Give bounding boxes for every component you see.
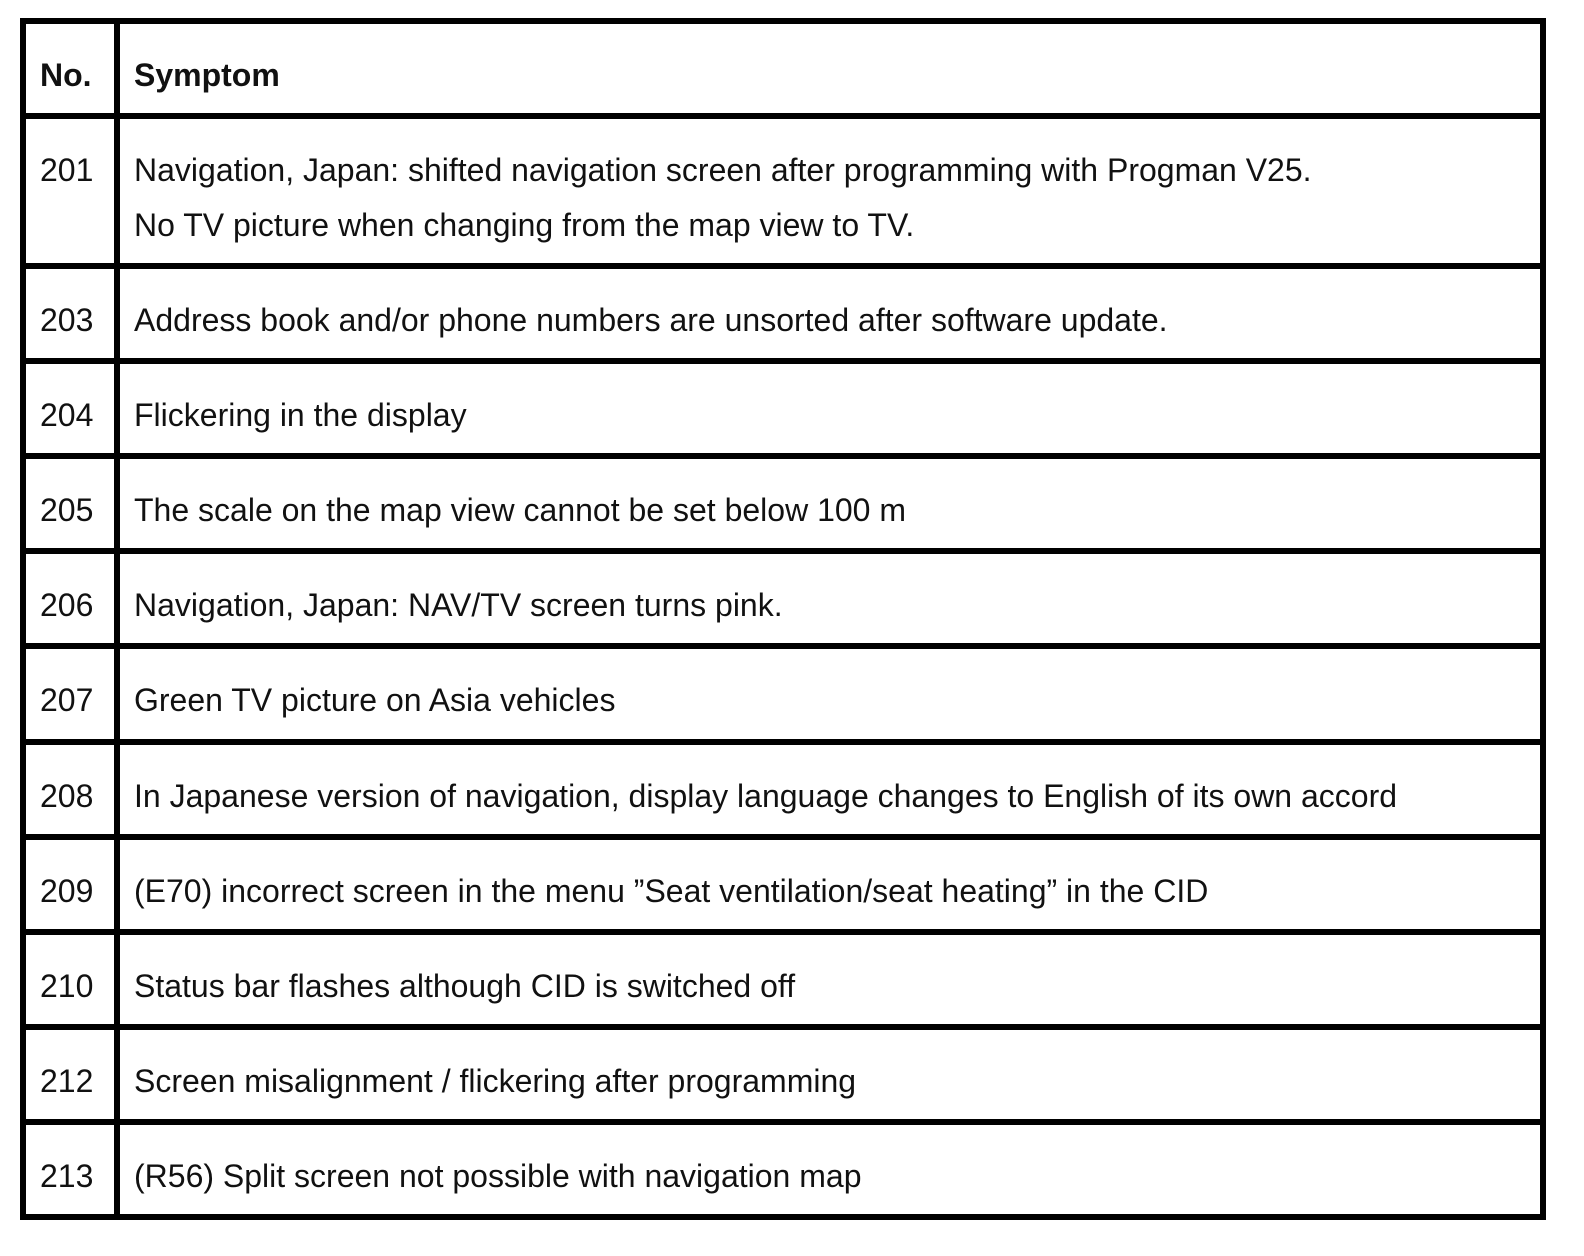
row-number: 205 [23, 456, 117, 551]
header-no: No. [23, 21, 117, 116]
row-number: 210 [23, 932, 117, 1027]
table-row [23, 1027, 1543, 1122]
row-symptom: The scale on the map view cannot be set below 100 m [117, 456, 1543, 551]
row-number: 213 [23, 1122, 117, 1217]
symptom-table [20, 18, 1546, 1220]
row-symptom: Flickering in the display [117, 361, 1543, 456]
symptom-table-container [20, 18, 1540, 1220]
table-row [23, 1122, 1543, 1217]
row-number: 212 [23, 1027, 117, 1122]
row-number: 203 [23, 266, 117, 361]
table-row [23, 646, 1543, 741]
row-symptom: In Japanese version of navigation, display language changes to English of its own accord [117, 742, 1543, 837]
row-number: 209 [23, 837, 117, 932]
row-number: 204 [23, 361, 117, 456]
row-number: 207 [23, 646, 117, 741]
header-symptom: Symptom [117, 21, 1543, 116]
row-symptom: Green TV picture on Asia vehicles [117, 646, 1543, 741]
row-symptom: Navigation, Japan: shifted navigation screen after programming with Progman V25. No TV picture when changing from the map view to TV. [117, 116, 1543, 266]
row-number: 206 [23, 551, 117, 646]
table-row [23, 456, 1543, 551]
row-number: 201 [23, 116, 117, 266]
row-symptom: Address book and/or phone numbers are unsorted after software update. [117, 266, 1543, 361]
row-symptom: (E70) incorrect screen in the menu ”Seat ventilation/seat heating” in the CID [117, 837, 1543, 932]
table-row [23, 116, 1543, 266]
table-row [23, 837, 1543, 932]
row-symptom: Screen misalignment / flickering after programming [117, 1027, 1543, 1122]
row-symptom: Navigation, Japan: NAV/TV screen turns pink. [117, 551, 1543, 646]
table-row [23, 361, 1543, 456]
table-row [23, 742, 1543, 837]
row-symptom: Status bar flashes although CID is switched off [117, 932, 1543, 1027]
row-number: 208 [23, 742, 117, 837]
table-row [23, 551, 1543, 646]
row-symptom: (R56) Split screen not possible with navigation map [117, 1122, 1543, 1217]
table-row [23, 932, 1543, 1027]
table-header-row [23, 21, 1543, 116]
table-row [23, 266, 1543, 361]
